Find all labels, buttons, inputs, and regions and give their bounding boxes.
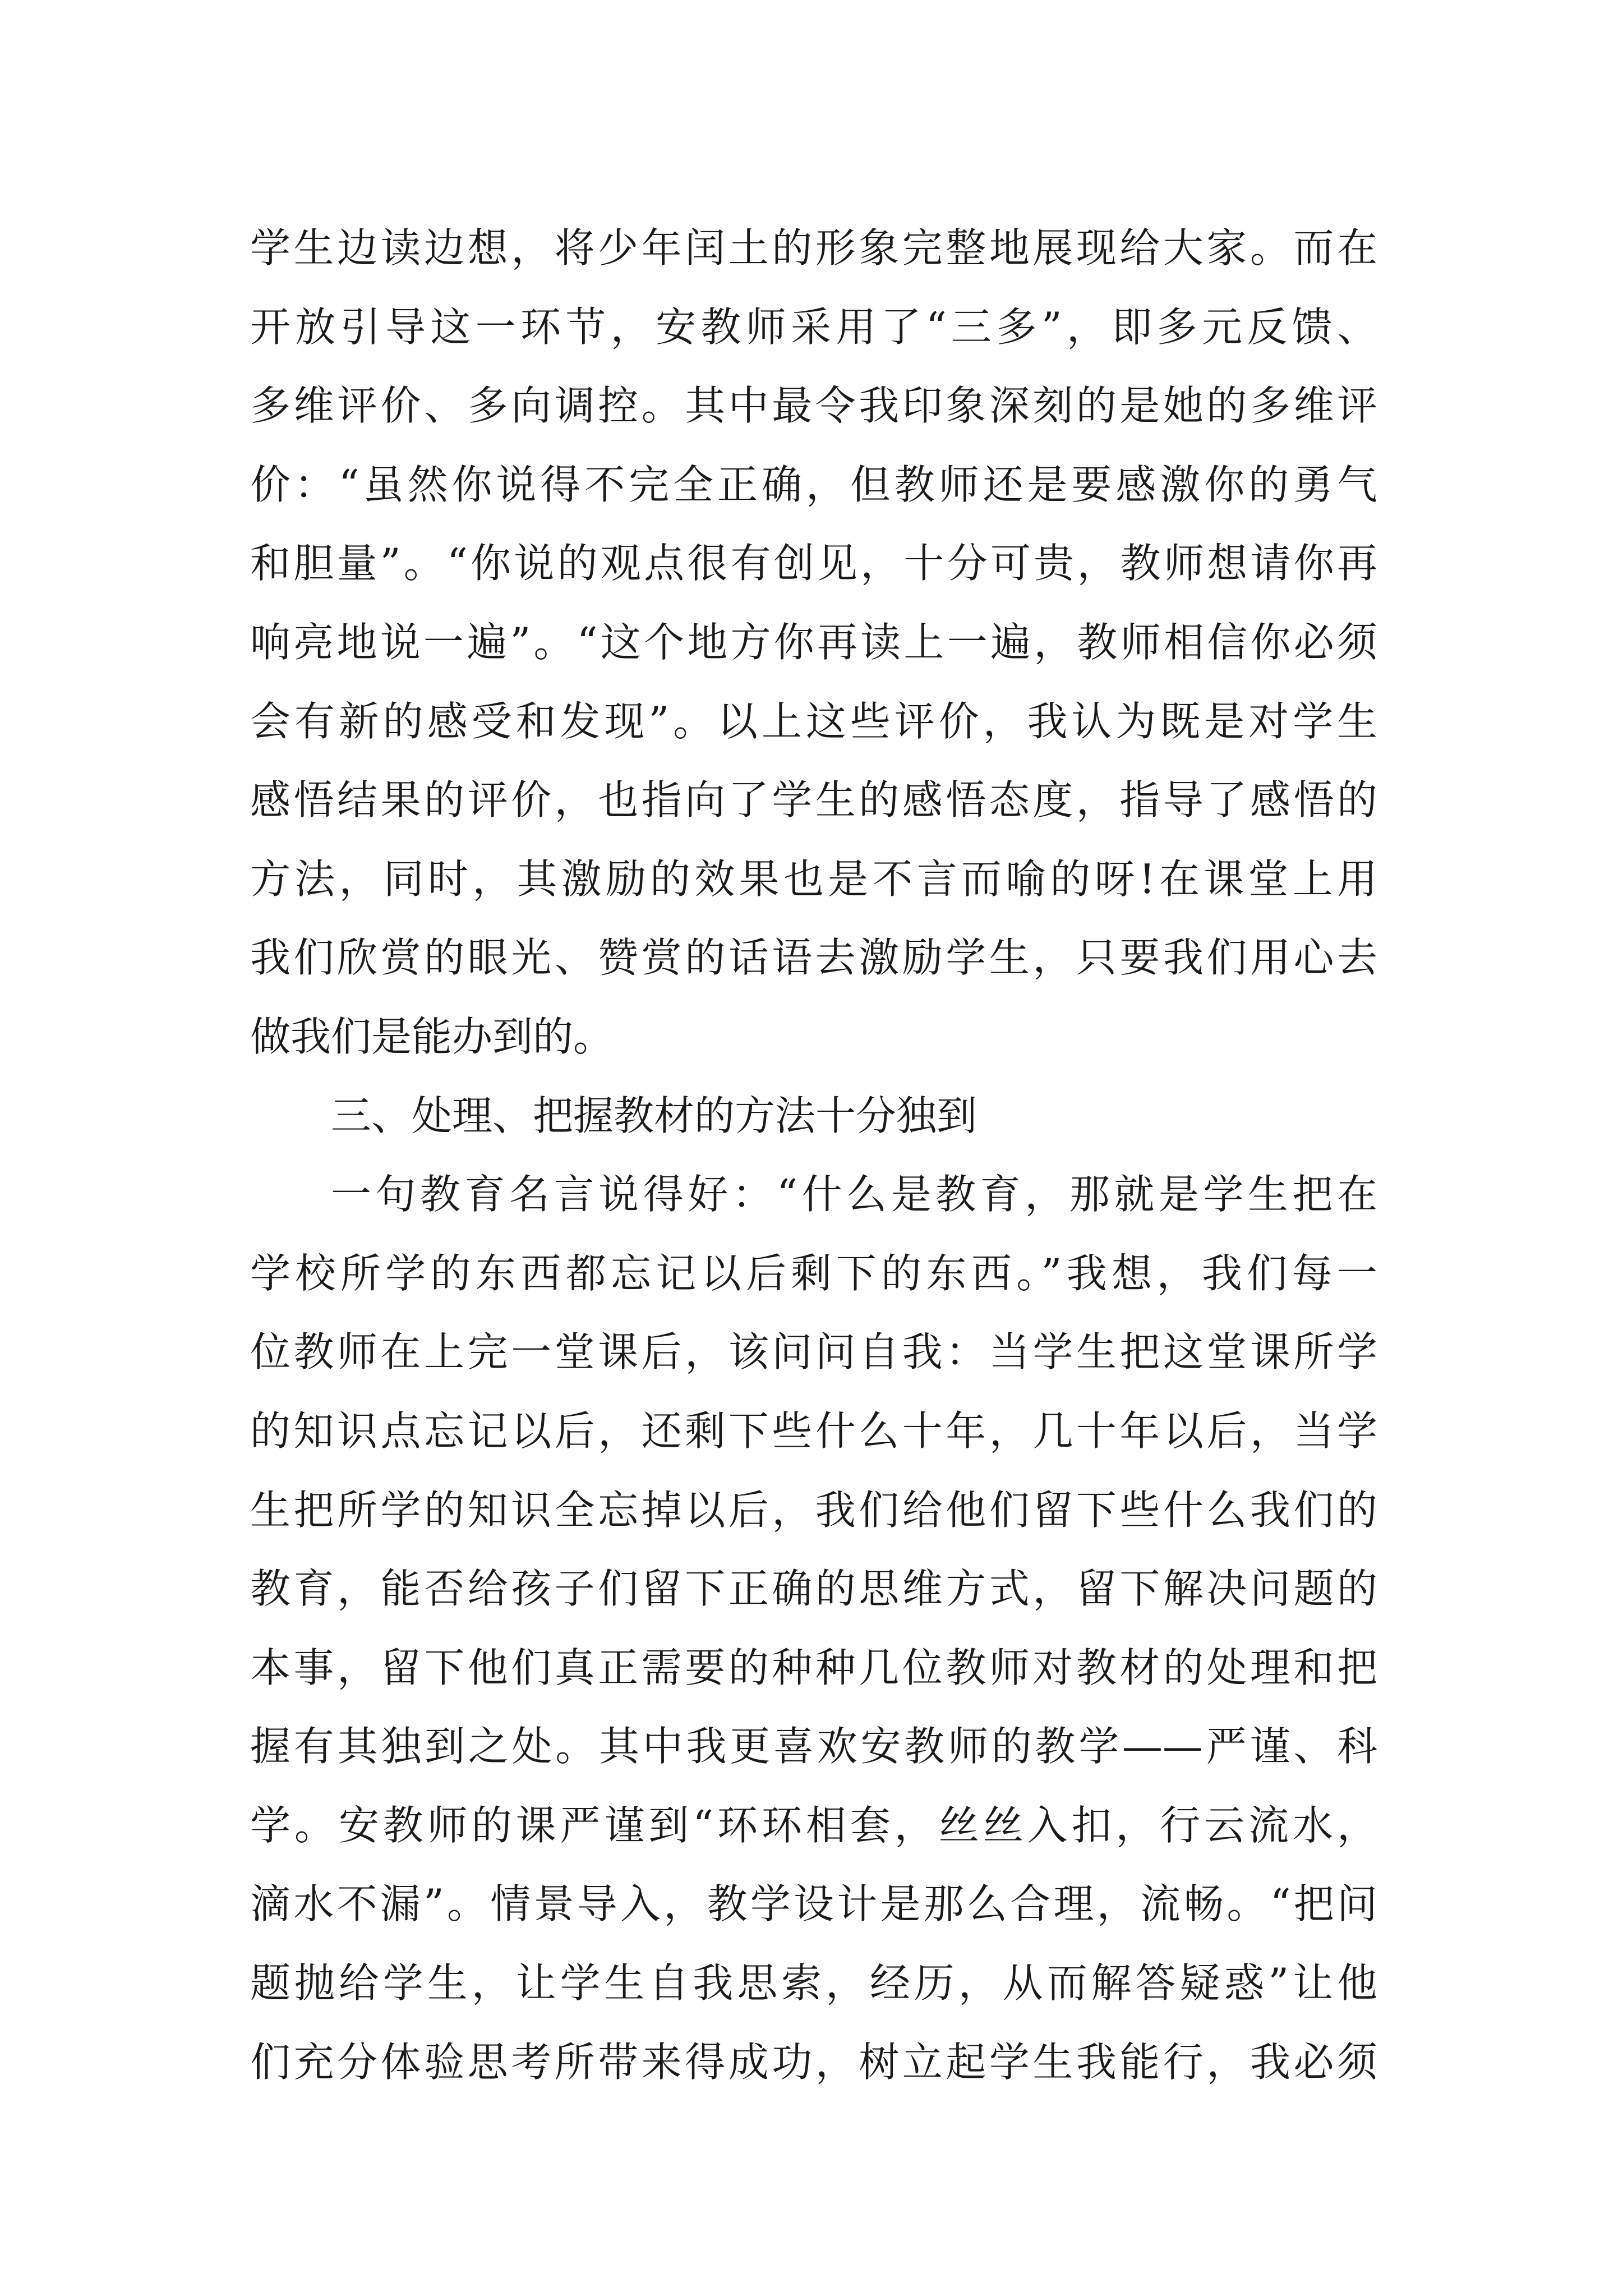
text-line: 教育，能否给孩子们留下正确的思维方式，留下解决问题的 xyxy=(250,1565,1377,1613)
text-line: 响亮地说一遍”。“这个地方你再读上一遍，教师相信你必须 xyxy=(250,618,1377,666)
text-line: 题抛给学生，让学生自我思索，经历，从而解答疑惑”让他 xyxy=(250,1959,1377,2007)
text-line: 滴水不漏”。情景导入，教学设计是那么合理，流畅。“把问 xyxy=(250,1880,1377,1928)
text-line: 握有其独到之处。其中我更喜欢安教师的教学——严谨、科 xyxy=(250,1723,1377,1770)
text-line: 位教师在上完一堂课后，该问问自我：当学生把这堂课所学 xyxy=(250,1328,1377,1376)
text-line: 做我们是能办到的。 xyxy=(250,1013,614,1060)
text-line: 的知识点忘记以后，还剩下些什么十年，几十年以后，当学 xyxy=(250,1407,1377,1455)
section-heading: 三、处理、把握教材的方法十分独到 xyxy=(331,1092,978,1139)
text-line: 一句教育名言说得好：“什么是教育，那就是学生把在 xyxy=(331,1171,1377,1218)
text-line: 多维评价、多向调控。其中最令我印象深刻的是她的多维评 xyxy=(250,382,1377,430)
text-line: 我们欣赏的眼光、赞赏的话语去激励学生，只要我们用心去 xyxy=(250,934,1377,982)
text-line: 学生边读边想，将少年闰土的形象完整地展现给大家。而在 xyxy=(250,224,1377,272)
text-line: 会有新的感受和发现”。以上这些评价，我认为既是对学生 xyxy=(250,697,1377,745)
text-line: 和胆量”。“你说的观点很有创见，十分可贵，教师想请你再 xyxy=(250,540,1377,587)
text-line: 生把所学的知识全忘掉以后，我们给他们留下些什么我们的 xyxy=(250,1486,1377,1534)
text-line: 们充分体验思考所带来得成功，树立起学生我能行，我必须 xyxy=(250,2038,1377,2086)
body-text xyxy=(250,209,1377,2101)
text-line: 学校所学的东西都忘记以后剩下的东西。”我想，我们每一 xyxy=(250,1249,1377,1297)
text-line: 方法，同时，其激励的效果也是不言而喻的呀!在课堂上用 xyxy=(250,855,1377,903)
text-line: 感悟结果的评价，也指向了学生的感悟态度，指导了感悟的 xyxy=(250,776,1377,824)
text-line: 开放引导这一环节，安教师采用了“三多”，即多元反馈、 xyxy=(250,303,1377,351)
text-line: 本事，留下他们真正需要的种种几位教师对教材的处理和把 xyxy=(250,1644,1377,1691)
text-line: 学。安教师的课严谨到“环环相套，丝丝入扣，行云流水， xyxy=(250,1801,1377,1849)
text-line: 价：“虽然你说得不完全正确，但教师还是要感激你的勇气 xyxy=(250,461,1377,508)
